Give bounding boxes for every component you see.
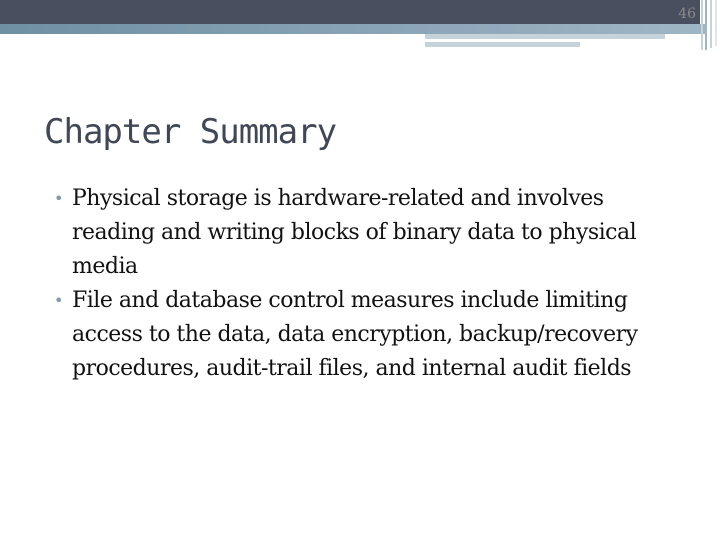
- bullet-marker: •: [54, 291, 63, 310]
- bullet-marker: •: [54, 189, 63, 208]
- bullet-list: [52, 182, 642, 386]
- slide-title: Chapter Summary: [44, 112, 337, 152]
- bullet-item: [52, 284, 642, 386]
- corner-stripe: [710, 0, 712, 48]
- page-number: 46: [678, 6, 696, 22]
- corner-stripe: [705, 0, 707, 50]
- header-accent-line-shorter: [425, 42, 580, 47]
- corner-stripe: [715, 0, 717, 46]
- bullet-text: Physical storage is hardware-related and involves reading and writing blocks of binary data to physical media: [72, 186, 637, 279]
- header-accent-line-short: [425, 34, 665, 39]
- corner-stripe: [701, 0, 703, 50]
- header-accent-line: [0, 24, 706, 34]
- bullet-item: [52, 182, 642, 284]
- top-header-bar: [0, 0, 700, 24]
- bullet-text: File and database control measures include limiting access to the data, data encryption, backup/recovery procedures, audit-trail files, and internal audit fields: [72, 288, 638, 381]
